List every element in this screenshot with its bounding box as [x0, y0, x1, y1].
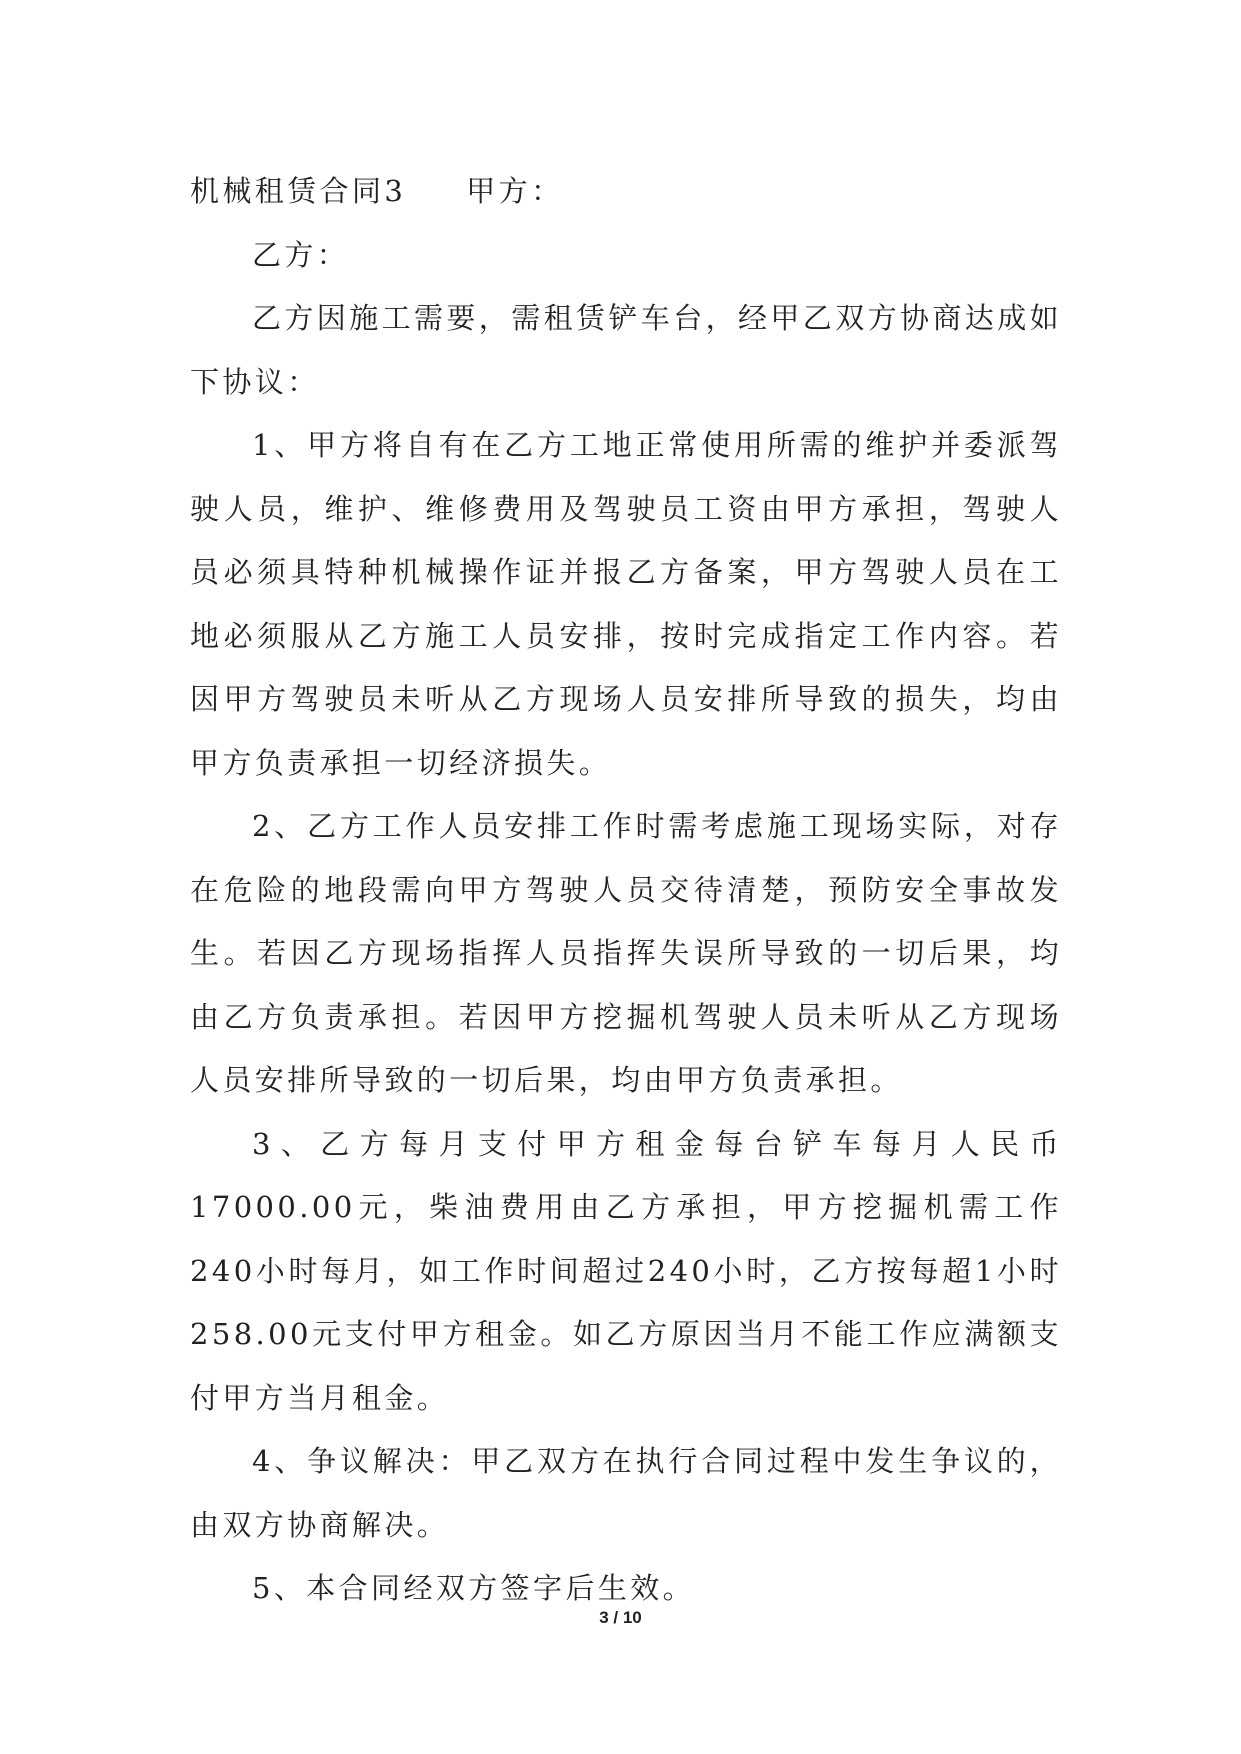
clause-2: 2、乙方工作人员安排工作时需考虑施工现场实际，对存在危险的地段需向甲方驾驶人员交待清楚，预防安全事故发生。若因乙方现场指挥人员指挥失误所导致的一切后果，均由乙方负责承担。若因甲方挖掘机驾驶人员未听从乙方现场人员安排所导致的一切后果，均由甲方负责承担。: [190, 809, 1062, 1097]
party-b-label: 乙方：: [252, 237, 350, 272]
party-a-label: 甲方：: [466, 174, 564, 208]
document-title: 机械租赁合同3: [190, 174, 407, 208]
document-body: [190, 160, 1062, 1621]
title-line: [190, 160, 1062, 224]
page-number: 3 / 10: [599, 1608, 642, 1627]
clause-5: 5、本合同经双方签字后生效。: [252, 1571, 696, 1605]
clause-3: 3、乙方每月支付甲方租金每台铲车每月人民币17000.00元，柴油费用由乙方承担，甲方挖掘机需工作240小时每月，如工作时间超过240小时，乙方按每超1小时258.00元支付甲方租金。如乙方原因当月不能工作应满额支付甲方当月租金。: [190, 1126, 1062, 1415]
intro-paragraph: 乙方因施工需要，需租赁铲车台，经甲乙双方协商达成如下协议：: [190, 301, 1063, 399]
clause-1: 1、甲方将自有在乙方工地正常使用所需的维护并委派驾驶人员，维护、维修费用及驾驶员工资由甲方承担，驾驶人员必须具特种机械操作证并报乙方备案，甲方驾驶人员在工地必须服从乙方施工人员安排，按时完成指定工作内容。若因甲方驾驶员未听从乙方现场人员安排所导致的损失，均由甲方负责承担一切经济损失。: [190, 428, 1062, 780]
clause-4: 4、争议解决：甲乙双方在执行合同过程中发生争议的，由双方协商解决。: [190, 1444, 1062, 1542]
